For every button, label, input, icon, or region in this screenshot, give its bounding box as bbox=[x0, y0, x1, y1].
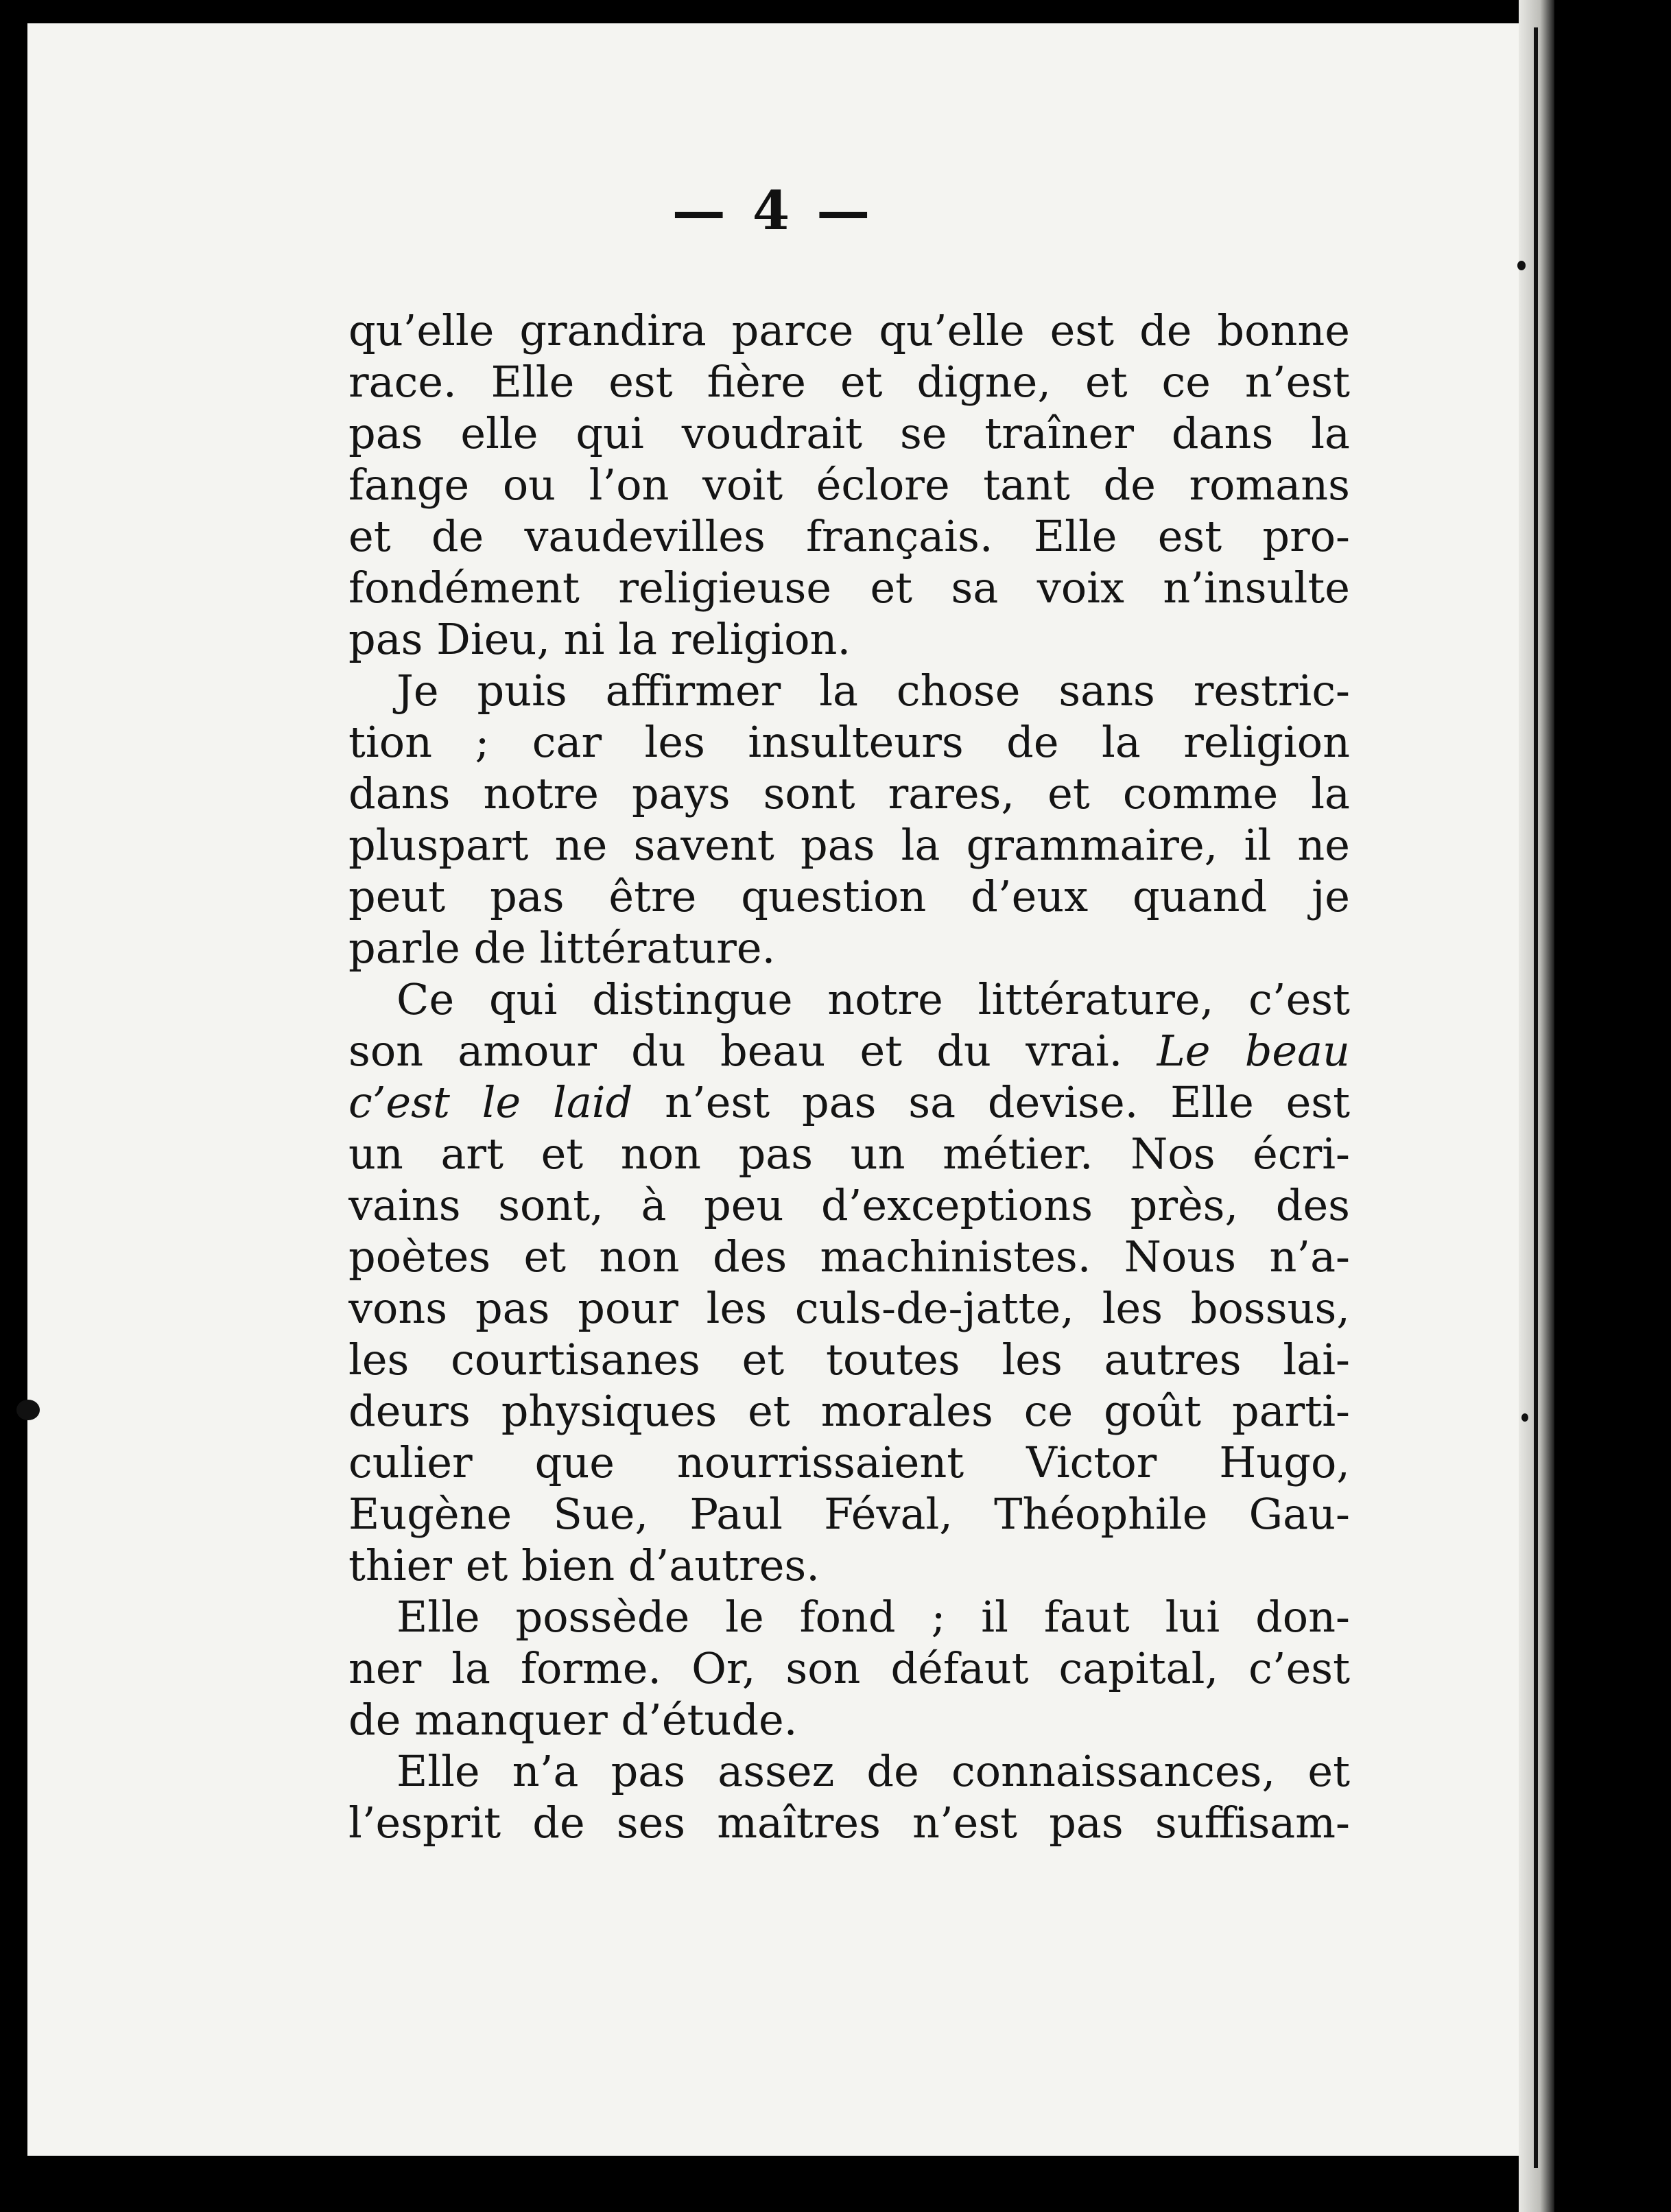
text-line: c’est le laid n’est pas sa devise. Elle est bbox=[348, 1077, 1350, 1127]
text-line: les courtisanes et toutes les autres lai- bbox=[348, 1334, 1350, 1385]
text-line: un art et non pas un métier. Nos écri- bbox=[348, 1129, 1350, 1179]
text-line: vons pas pour les culs-de-jatte, les bossus, bbox=[348, 1283, 1350, 1333]
text-line: parle de littérature. bbox=[348, 923, 776, 973]
text-line: Je puis affirmer la chose sans restric- bbox=[396, 666, 1350, 716]
text-line: fondément religieuse et sa voix n’insulte bbox=[348, 563, 1350, 613]
text-line: vains sont, à peu d’exceptions près, des bbox=[348, 1180, 1350, 1230]
book-page bbox=[27, 23, 1524, 2156]
text-line: l’esprit de ses maîtres n’est pas suffisam- bbox=[348, 1798, 1350, 1848]
text-line: son amour du beau et du vrai. Le beau bbox=[348, 1026, 1350, 1076]
text-line: culier que nourrissaient Victor Hugo, bbox=[348, 1437, 1350, 1487]
scan-speck bbox=[1517, 261, 1526, 270]
scan-speck bbox=[1521, 1413, 1528, 1422]
scan-speck bbox=[16, 1400, 40, 1420]
text-line: fange ou l’on voit éclore tant de romans bbox=[348, 460, 1350, 510]
text-line: deurs physiques et morales ce goût parti- bbox=[348, 1386, 1350, 1436]
text-line: thier et bien d’autres. bbox=[348, 1540, 820, 1590]
text-line: pluspart ne savent pas la grammaire, il ne bbox=[348, 820, 1350, 870]
text-line: Elle possède le fond ; il faut lui don- bbox=[396, 1592, 1350, 1642]
text-line: et de vaudevilles français. Elle est pro- bbox=[348, 511, 1350, 561]
spine-shadow-line bbox=[1534, 27, 1538, 2168]
text-line: ner la forme. Or, son défaut capital, c’est bbox=[348, 1643, 1350, 1693]
text-line: de manquer d’étude. bbox=[348, 1695, 798, 1745]
italic-motto: c’est le laid bbox=[348, 1077, 633, 1127]
text-line: Elle n’a pas assez de connaissances, et bbox=[396, 1746, 1350, 1796]
text-line: race. Elle est fière et digne, et ce n’est bbox=[348, 357, 1350, 407]
text-line: pas Dieu, ni la religion. bbox=[348, 614, 851, 664]
text-line: Ce qui distingue notre littérature, c’est bbox=[396, 974, 1350, 1024]
text-line: qu’elle grandira parce qu’elle est de bonne bbox=[348, 305, 1350, 355]
text-line: peut pas être question d’eux quand je bbox=[348, 871, 1350, 921]
page-number: — 4 — bbox=[672, 180, 875, 242]
text-line: Eugène Sue, Paul Féval, Théophile Gau- bbox=[348, 1489, 1350, 1539]
text-line: tion ; car les insulteurs de la religion bbox=[348, 717, 1350, 767]
text-line: dans notre pays sont rares, et comme la bbox=[348, 768, 1350, 819]
italic-motto: Le beau bbox=[1157, 1026, 1350, 1076]
body-text bbox=[348, 305, 1350, 1848]
text-line: pas elle qui voudrait se traîner dans la bbox=[348, 408, 1350, 458]
text-line: poètes et non des machinistes. Nous n’a- bbox=[348, 1232, 1350, 1282]
